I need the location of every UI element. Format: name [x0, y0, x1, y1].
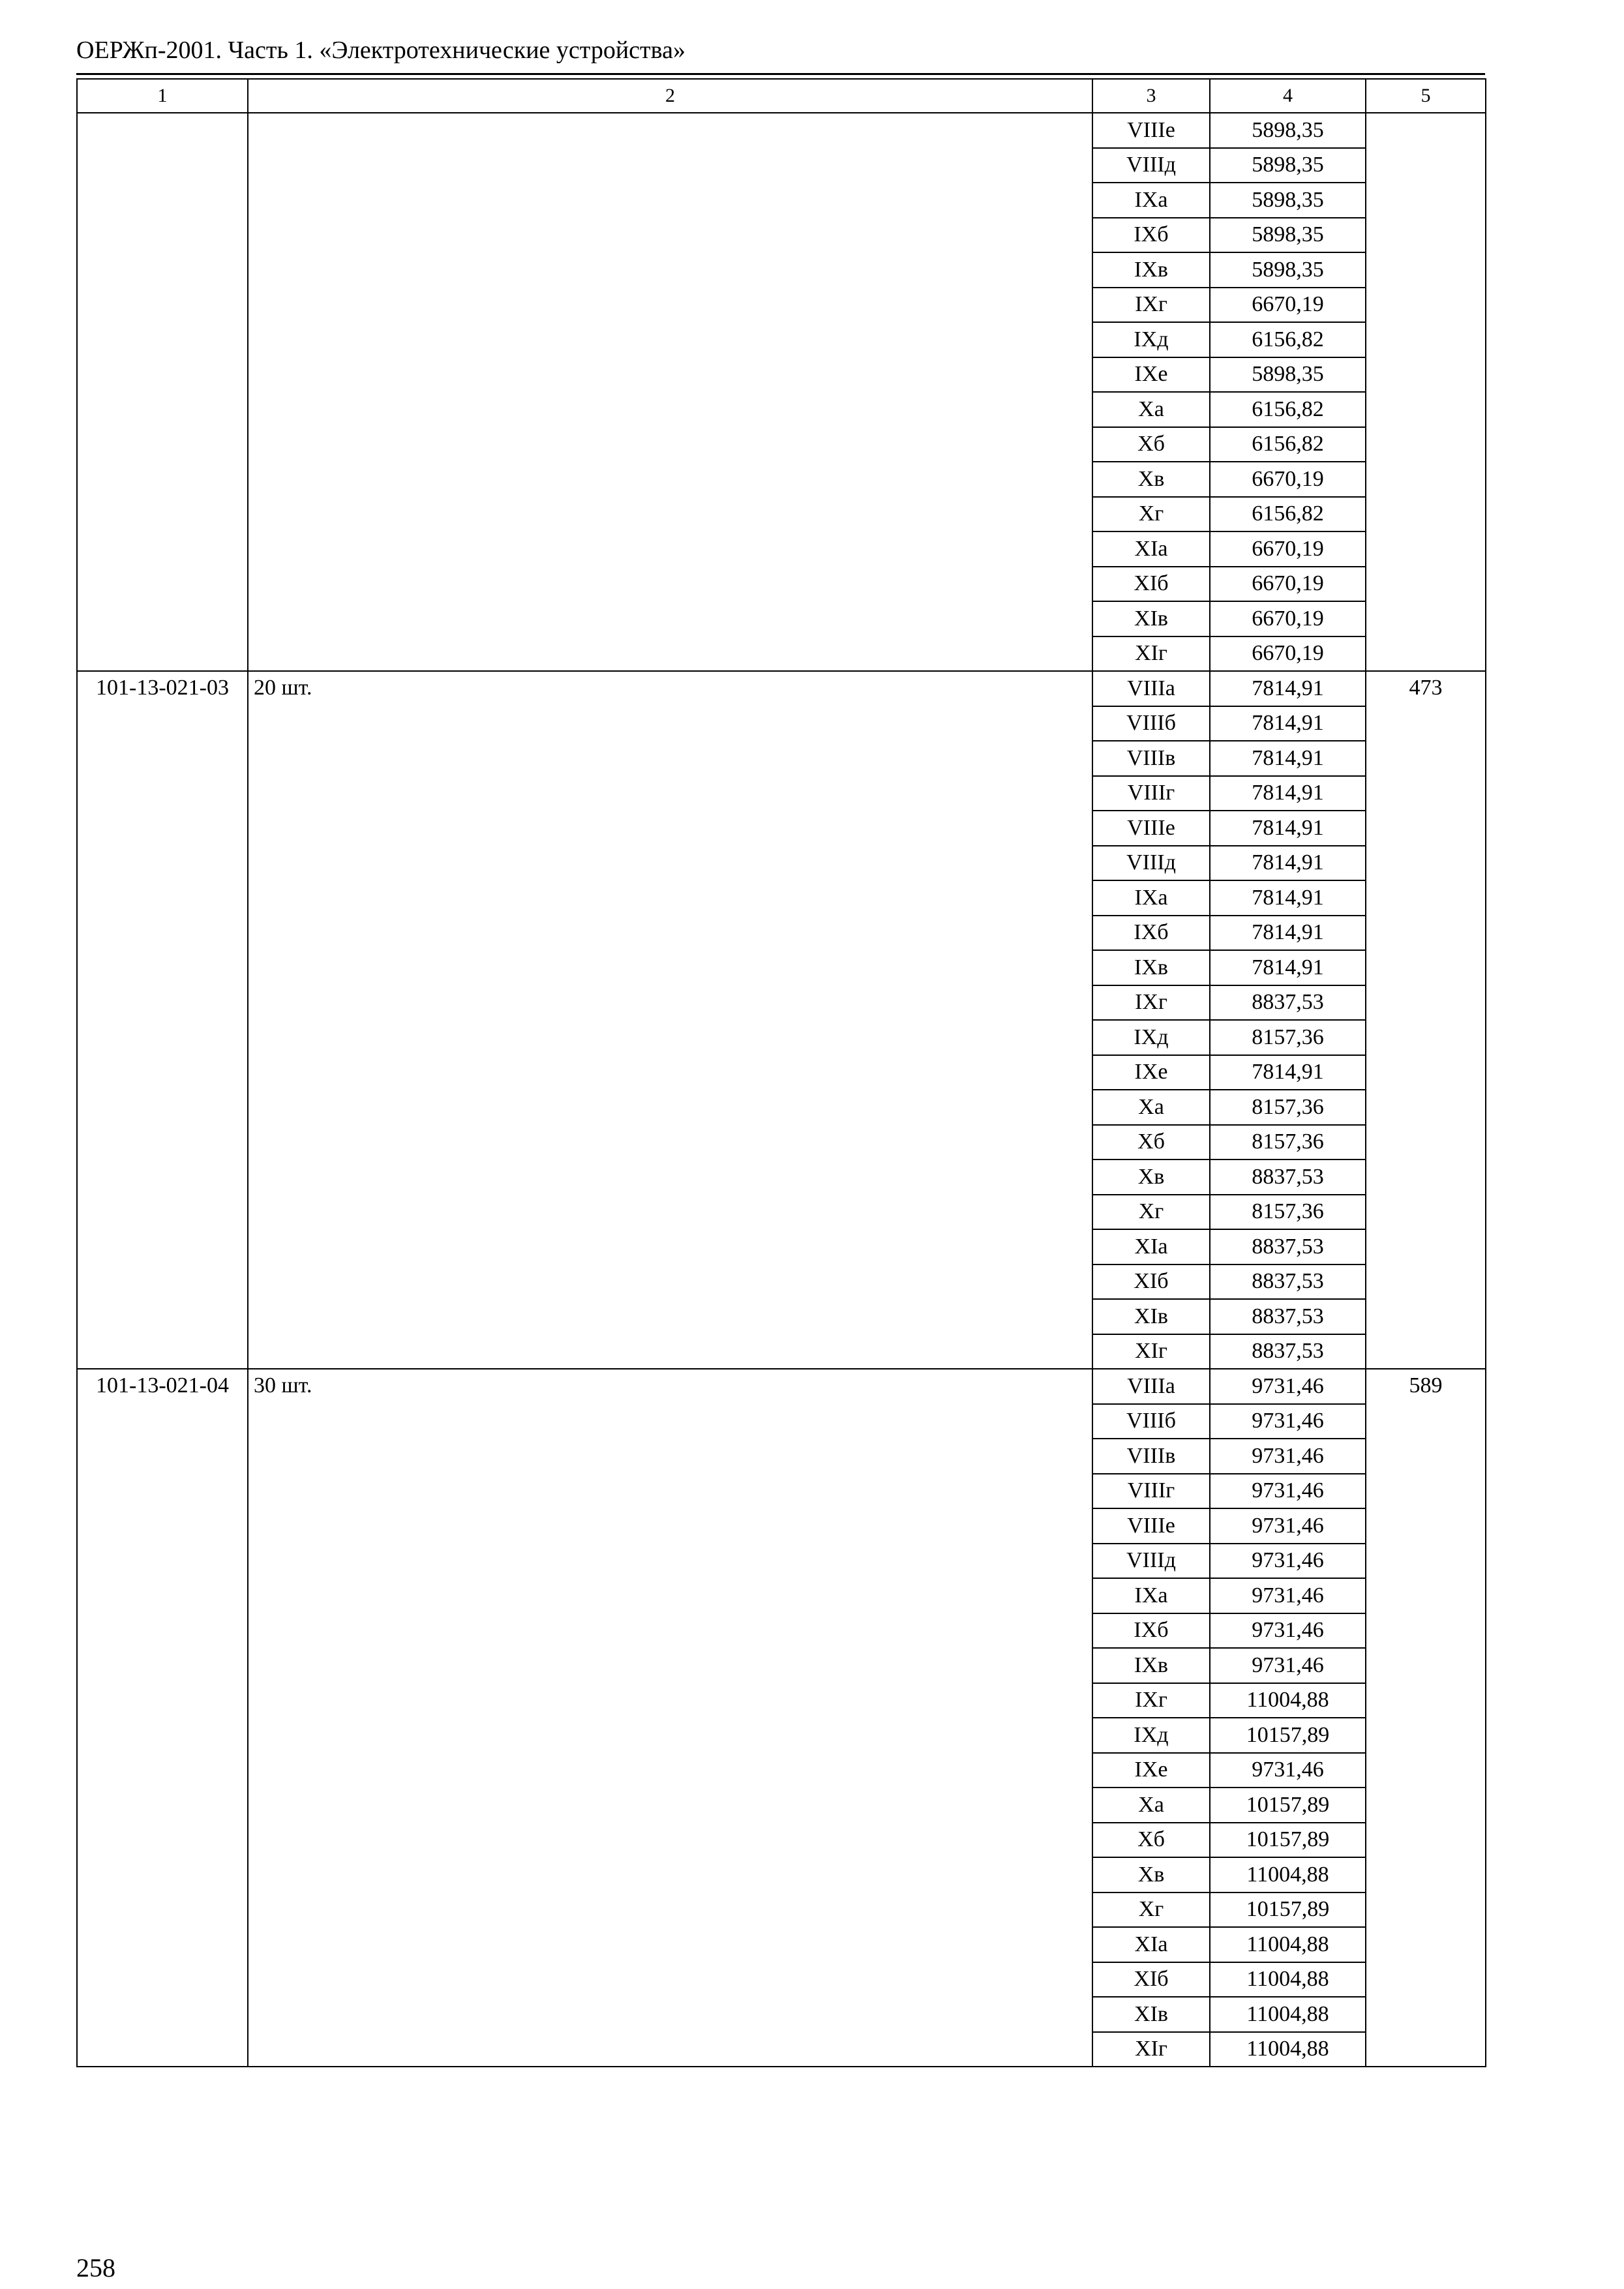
price-cell: 6670,19 — [1210, 531, 1366, 567]
table-row — [77, 671, 1486, 706]
item-value-col5: 473 — [1366, 671, 1486, 1369]
header-rule — [76, 73, 1485, 75]
zone-code-cell: IXд — [1092, 1718, 1210, 1753]
zone-code-cell: XIа — [1092, 1229, 1210, 1264]
zone-code-cell: IXг — [1092, 985, 1210, 1021]
column-numbers-row — [77, 79, 1486, 113]
zone-code-cell: XIг — [1092, 1334, 1210, 1369]
zone-code-cell: IXг — [1092, 288, 1210, 323]
zone-code-cell: XIг — [1092, 2032, 1210, 2067]
price-cell: 8837,53 — [1210, 985, 1366, 1021]
price-cell: 7814,91 — [1210, 671, 1366, 706]
zone-code-cell: XIв — [1092, 601, 1210, 636]
zone-code-cell: Xа — [1092, 1788, 1210, 1823]
price-cell: 9731,46 — [1210, 1474, 1366, 1509]
zone-code-cell: VIIIд — [1092, 148, 1210, 183]
zone-code-cell: VIIIе — [1092, 113, 1210, 148]
zone-code-cell: XIв — [1092, 1299, 1210, 1334]
zone-code-cell: Xб — [1092, 427, 1210, 462]
zone-code-cell: IXг — [1092, 1683, 1210, 1718]
price-cell: 9731,46 — [1210, 1369, 1366, 1404]
price-cell: 5898,35 — [1210, 357, 1366, 393]
zone-code-cell: VIIIб — [1092, 1404, 1210, 1439]
table-row — [77, 113, 1486, 148]
price-table-body — [77, 79, 1486, 2067]
zone-code-cell: IXа — [1092, 880, 1210, 916]
zone-code-cell: XIб — [1092, 567, 1210, 602]
price-cell: 6670,19 — [1210, 567, 1366, 602]
price-cell: 8157,36 — [1210, 1195, 1366, 1230]
price-cell: 5898,35 — [1210, 113, 1366, 148]
zone-code-cell: IXв — [1092, 1648, 1210, 1683]
price-cell: 11004,88 — [1210, 1857, 1366, 1893]
zone-code-cell: Xв — [1092, 1857, 1210, 1893]
column-number-1: 1 — [77, 79, 248, 113]
zone-code-cell: XIг — [1092, 636, 1210, 672]
zone-code-cell: Xг — [1092, 1195, 1210, 1230]
item-description — [248, 113, 1092, 671]
zone-code-cell: VIIIд — [1092, 1544, 1210, 1579]
price-cell: 6670,19 — [1210, 288, 1366, 323]
price-cell: 7814,91 — [1210, 950, 1366, 985]
price-cell: 7814,91 — [1210, 776, 1366, 811]
price-cell: 7814,91 — [1210, 1055, 1366, 1090]
price-cell: 9731,46 — [1210, 1439, 1366, 1474]
zone-code-cell: VIIIг — [1092, 1474, 1210, 1509]
price-cell: 10157,89 — [1210, 1893, 1366, 1928]
zone-code-cell: Xг — [1092, 1893, 1210, 1928]
zone-code-cell: VIIIб — [1092, 706, 1210, 741]
price-cell: 7814,91 — [1210, 741, 1366, 776]
page-number: 258 — [76, 2253, 115, 2282]
price-cell: 11004,88 — [1210, 1927, 1366, 1962]
column-number-4: 4 — [1210, 79, 1366, 113]
zone-code-cell: VIIIг — [1092, 776, 1210, 811]
price-cell: 9731,46 — [1210, 1648, 1366, 1683]
price-cell: 5898,35 — [1210, 183, 1366, 218]
zone-code-cell: IXе — [1092, 1753, 1210, 1788]
zone-code-cell: IXб — [1092, 218, 1210, 253]
zone-code-cell: IXд — [1092, 322, 1210, 357]
price-cell: 6156,82 — [1210, 497, 1366, 532]
zone-code-cell: IXе — [1092, 1055, 1210, 1090]
zone-code-cell: IXб — [1092, 916, 1210, 951]
column-number-3: 3 — [1092, 79, 1210, 113]
price-cell: 10157,89 — [1210, 1788, 1366, 1823]
price-cell: 6156,82 — [1210, 322, 1366, 357]
zone-code-cell: IXв — [1092, 252, 1210, 288]
price-cell: 6670,19 — [1210, 601, 1366, 636]
price-cell: 5898,35 — [1210, 252, 1366, 288]
price-cell: 8837,53 — [1210, 1299, 1366, 1334]
table-row — [77, 1369, 1486, 1404]
zone-code-cell: VIIIе — [1092, 1508, 1210, 1544]
price-cell: 7814,91 — [1210, 846, 1366, 881]
zone-code-cell: VIIIе — [1092, 811, 1210, 846]
price-cell: 9731,46 — [1210, 1753, 1366, 1788]
price-cell: 9731,46 — [1210, 1544, 1366, 1579]
price-cell: 7814,91 — [1210, 706, 1366, 741]
price-cell: 11004,88 — [1210, 1997, 1366, 2032]
zone-code-cell: IXе — [1092, 357, 1210, 393]
price-cell: 10157,89 — [1210, 1718, 1366, 1753]
page-header-title: ОЕРЖп-2001. Часть 1. «Электротехнические устройства» — [76, 37, 685, 64]
price-cell: 5898,35 — [1210, 148, 1366, 183]
zone-code-cell: VIIIв — [1092, 1439, 1210, 1474]
zone-code-cell: VIIIв — [1092, 741, 1210, 776]
zone-code-cell: VIIIа — [1092, 671, 1210, 706]
price-cell: 8157,36 — [1210, 1125, 1366, 1160]
price-cell: 8157,36 — [1210, 1020, 1366, 1055]
price-cell: 7814,91 — [1210, 811, 1366, 846]
column-number-2: 2 — [248, 79, 1092, 113]
zone-code-cell: XIв — [1092, 1997, 1210, 2032]
price-table — [76, 78, 1486, 2067]
zone-code-cell: XIб — [1092, 1264, 1210, 1300]
price-cell: 6670,19 — [1210, 462, 1366, 497]
zone-code-cell: Xв — [1092, 1159, 1210, 1195]
item-value-col5 — [1366, 113, 1486, 671]
item-code: 101-13-021-03 — [77, 671, 248, 1369]
zone-code-cell: Xг — [1092, 497, 1210, 532]
price-cell: 9731,46 — [1210, 1613, 1366, 1649]
price-cell: 8837,53 — [1210, 1229, 1366, 1264]
price-cell: 11004,88 — [1210, 1683, 1366, 1718]
price-cell: 9731,46 — [1210, 1578, 1366, 1613]
zone-code-cell: XIа — [1092, 1927, 1210, 1962]
zone-code-cell: Xа — [1092, 392, 1210, 427]
zone-code-cell: IXа — [1092, 183, 1210, 218]
price-cell: 11004,88 — [1210, 1962, 1366, 1997]
zone-code-cell: IXд — [1092, 1020, 1210, 1055]
price-cell: 7814,91 — [1210, 916, 1366, 951]
price-cell: 9731,46 — [1210, 1508, 1366, 1544]
price-cell: 6156,82 — [1210, 427, 1366, 462]
price-cell: 10157,89 — [1210, 1823, 1366, 1858]
item-description: 20 шт. — [248, 671, 1092, 1369]
zone-code-cell: Xб — [1092, 1125, 1210, 1160]
zone-code-cell: Xа — [1092, 1090, 1210, 1125]
zone-code-cell: Xб — [1092, 1823, 1210, 1858]
zone-code-cell: XIб — [1092, 1962, 1210, 1997]
zone-code-cell: IXб — [1092, 1613, 1210, 1649]
price-cell: 8837,53 — [1210, 1159, 1366, 1195]
item-code — [77, 113, 248, 671]
price-cell: 11004,88 — [1210, 2032, 1366, 2067]
zone-code-cell: IXа — [1092, 1578, 1210, 1613]
price-cell: 8837,53 — [1210, 1334, 1366, 1369]
zone-code-cell: XIа — [1092, 531, 1210, 567]
zone-code-cell: VIIIд — [1092, 846, 1210, 881]
item-description: 30 шт. — [248, 1369, 1092, 2067]
price-cell: 8157,36 — [1210, 1090, 1366, 1125]
price-cell: 7814,91 — [1210, 880, 1366, 916]
item-code: 101-13-021-04 — [77, 1369, 248, 2067]
price-cell: 5898,35 — [1210, 218, 1366, 253]
zone-code-cell: VIIIа — [1092, 1369, 1210, 1404]
zone-code-cell: IXв — [1092, 950, 1210, 985]
price-cell: 6156,82 — [1210, 392, 1366, 427]
zone-code-cell: Xв — [1092, 462, 1210, 497]
column-number-5: 5 — [1366, 79, 1486, 113]
price-cell: 9731,46 — [1210, 1404, 1366, 1439]
item-value-col5: 589 — [1366, 1369, 1486, 2067]
price-cell: 6670,19 — [1210, 636, 1366, 672]
price-cell: 8837,53 — [1210, 1264, 1366, 1300]
